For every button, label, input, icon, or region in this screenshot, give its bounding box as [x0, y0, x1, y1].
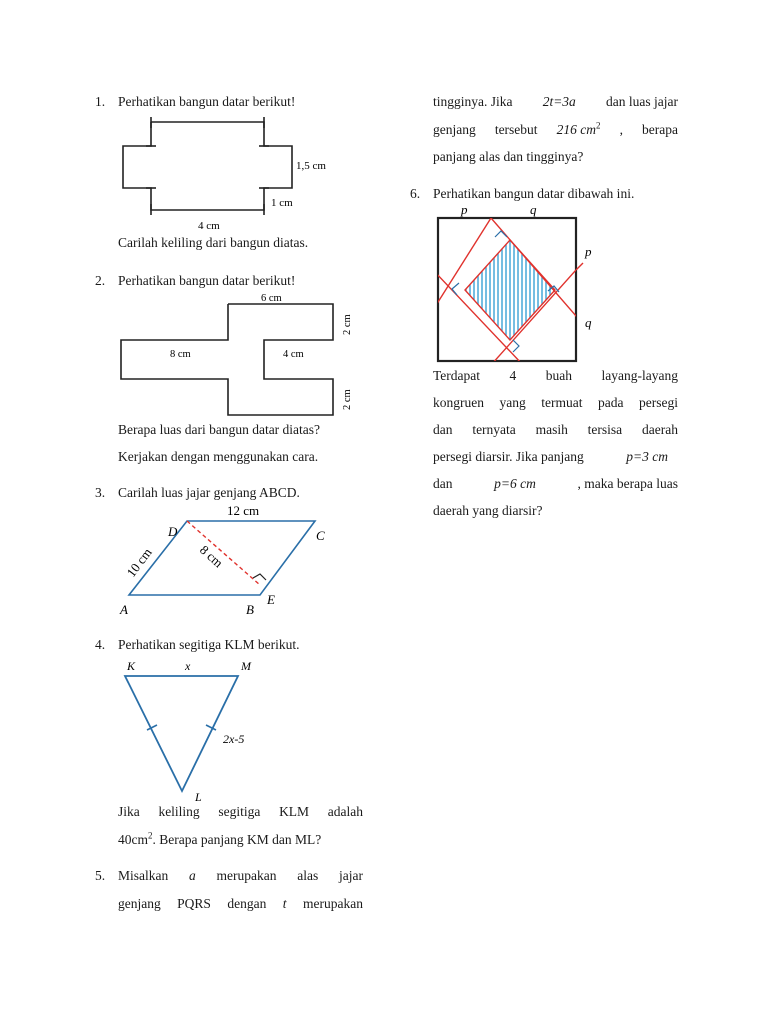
q6-line4-text: persegi diarsir. Jika panjang — [433, 449, 584, 464]
q6-number: 6. — [410, 186, 421, 201]
q5-line3-a: tingginya. Jika — [433, 94, 513, 109]
q4-side-label: 2x-5 — [223, 732, 245, 746]
q6-figure-square-kites — [433, 200, 613, 365]
q6-label-q-right: q — [585, 315, 592, 330]
q6-word: buah — [545, 368, 573, 383]
q4-vertex-L: L — [195, 790, 202, 804]
q6-label-p-top: p — [461, 202, 468, 217]
q5-comma: , — [619, 122, 623, 137]
q6-word: masih — [535, 422, 568, 437]
q2-label-right-bottom: 2 cm — [342, 389, 353, 410]
q6-line5 — [433, 476, 678, 492]
q4-question-line1 — [118, 804, 363, 820]
q5-var-a: a — [189, 868, 196, 883]
q2-label-left: 8 cm — [170, 349, 191, 360]
q4-word: KLM — [279, 804, 310, 819]
q5-line2 — [118, 896, 363, 912]
q2-prompt: Perhatikan bangun datar berikut! — [118, 273, 296, 288]
q6-word: tersisa — [587, 422, 623, 437]
q6-word: pada — [597, 395, 624, 410]
q5-word: alas — [297, 868, 319, 883]
q5-word: merupakan — [216, 868, 277, 883]
q3-vertex-C: C — [316, 528, 325, 543]
q5-line3-b: dan luas jajar — [606, 94, 678, 109]
q5-number: 5. — [95, 868, 106, 883]
q4-perimeter-value: 40cm — [118, 832, 148, 847]
q6-word: Terdapat — [433, 368, 481, 383]
q6-word: persegi — [638, 395, 678, 410]
q6-line2 — [433, 395, 678, 411]
q5-word: PQRS — [177, 896, 211, 911]
q4-side-x: x — [185, 659, 191, 673]
q4-word: keliling — [158, 804, 200, 819]
q1-number: 1. — [95, 94, 106, 109]
q3-number: 3. — [95, 485, 106, 500]
q6-line1 — [433, 368, 678, 384]
q6-line3 — [433, 422, 678, 438]
q6-word: ternyata — [472, 422, 516, 437]
q4-question-tail: . Berapa panjang KM dan ML? — [152, 832, 322, 847]
q5-var-t: t — [282, 896, 287, 911]
q4-word: adalah — [327, 804, 363, 819]
q3-vertex-B: B — [246, 602, 254, 617]
q3-figure-parallelogram — [115, 500, 355, 622]
q6-word: dan — [433, 422, 453, 437]
q6-word: 4 — [509, 368, 517, 383]
q4-vertex-K: K — [127, 659, 136, 673]
q3-label-12cm: 12 cm — [227, 503, 260, 518]
q1-label-4cm: 4 cm — [198, 220, 220, 232]
q3-vertex-A: A — [120, 602, 128, 617]
q6-line4 — [433, 449, 668, 465]
q1-label-1cm: 1 cm — [271, 197, 293, 209]
q5-line3 — [433, 94, 678, 110]
q3-label-10cm: 10 cm — [123, 545, 155, 580]
q5-word: berapa — [642, 122, 678, 137]
q2-label-top: 6 cm — [261, 293, 282, 304]
q5-word: genjang — [433, 122, 476, 137]
q6-word: dan — [433, 476, 453, 491]
q5-word: jajar — [338, 868, 363, 883]
q5-word: genjang — [118, 896, 161, 911]
q1-question: Carilah keliling dari bangun diatas. — [118, 235, 309, 250]
q2-figure-composite-shape — [118, 290, 368, 420]
q2-question-2: Kerjakan dengan menggunakan cara. — [118, 449, 319, 464]
q2-label-mid: 4 cm — [283, 349, 304, 360]
q5-area: 216 cm — [556, 122, 596, 137]
q5-word: tersebut — [494, 122, 538, 137]
q6-word: daerah — [641, 422, 678, 437]
q6-word: layang-layang — [601, 368, 678, 383]
q6-eq-p3: p=3 cm — [626, 449, 668, 464]
q5-area-sup: 2 — [596, 120, 601, 131]
q1-label-1-5cm: 1,5 cm — [296, 160, 326, 172]
q3-point-E: E — [267, 592, 275, 607]
q1-prompt: Perhatikan bangun datar berikut! — [118, 94, 296, 109]
q6-word: yang — [499, 395, 526, 410]
q6-line6: daerah yang diarsir? — [433, 503, 543, 518]
q1-figure-cross-shape — [118, 112, 338, 234]
q5-line5: panjang alas dan tingginya? — [433, 149, 584, 164]
q5-equation: 2t=3a — [542, 94, 576, 109]
q4-word: Jika — [118, 804, 140, 819]
q2-label-right-top: 2 cm — [342, 314, 353, 335]
q2-question-1: Berapa luas dari bangun datar diatas? — [118, 422, 321, 437]
q4-prompt: Perhatikan segitiga KLM berikut. — [118, 637, 300, 652]
q6-label-p-right: p — [585, 244, 592, 259]
q5-area-value — [557, 122, 601, 138]
q5-line4 — [433, 122, 678, 138]
q6-prompt: Perhatikan bangun datar dibawah ini. — [433, 186, 635, 201]
q4-number: 4. — [95, 637, 106, 652]
q6-label-q-top: q — [530, 202, 537, 217]
q4-question-line2 — [118, 832, 321, 848]
q4-figure-triangle — [115, 655, 275, 805]
q6-eq-p6: p=6 cm — [494, 476, 536, 491]
q6-word: kongruen — [433, 395, 484, 410]
q5-word: Misalkan — [118, 868, 169, 883]
q4-word: segitiga — [218, 804, 261, 819]
q3-prompt: Carilah luas jajar genjang ABCD. — [118, 485, 300, 500]
q5-line1 — [118, 868, 363, 884]
q6-line5-tail: , maka berapa luas — [577, 476, 678, 491]
q3-vertex-D: D — [168, 524, 178, 539]
q4-perimeter-sup: 2 — [148, 830, 153, 841]
q5-word: dengan — [227, 896, 267, 911]
q3-label-8cm: 8 cm — [196, 542, 227, 571]
q2-number: 2. — [95, 273, 106, 288]
q5-word: merupakan — [302, 896, 363, 911]
q6-word: termuat — [541, 395, 583, 410]
q4-vertex-M: M — [241, 659, 251, 673]
